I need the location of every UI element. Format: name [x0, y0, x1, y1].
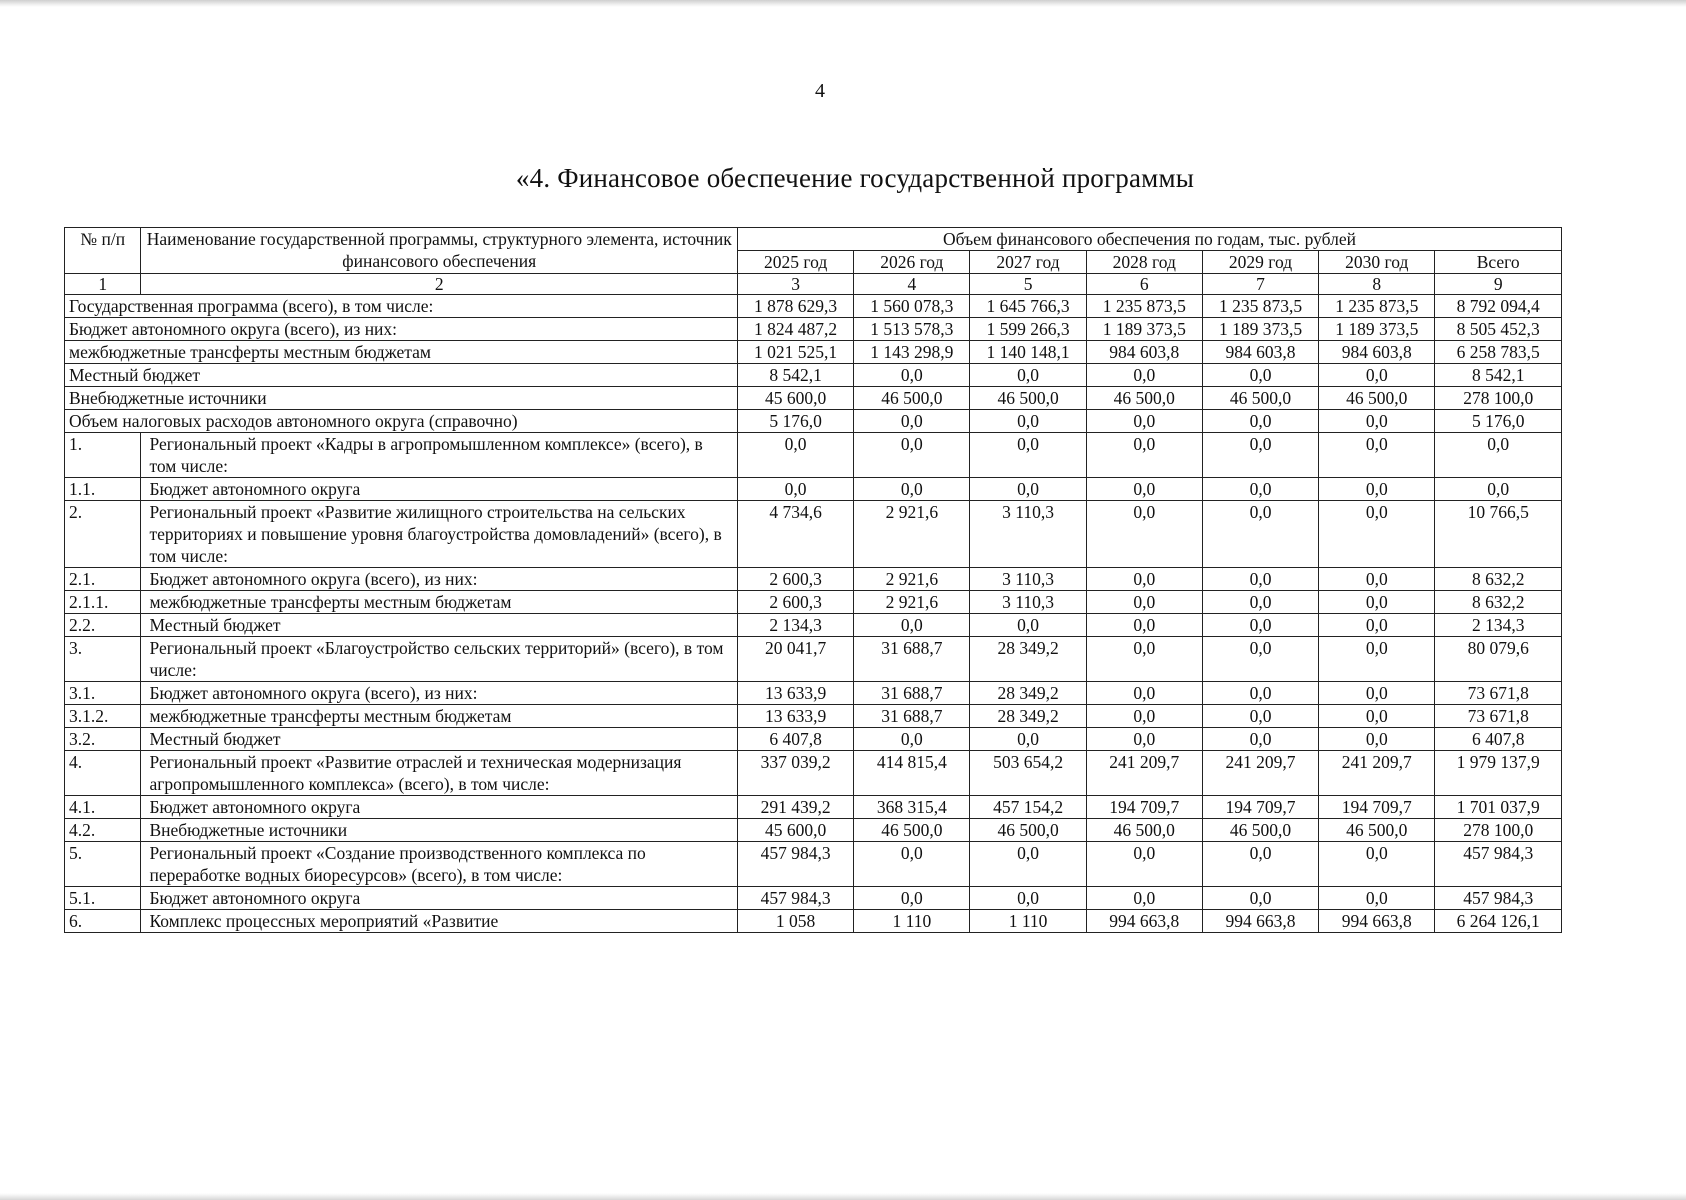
table-row: [65, 842, 1562, 887]
row-value: 503 654,2: [970, 751, 1086, 796]
row-value: 0,0: [1202, 614, 1318, 637]
row-value: 13 633,9: [737, 682, 853, 705]
row-total: 8 632,2: [1435, 568, 1562, 591]
row-value: 2 600,3: [737, 568, 853, 591]
table-row: [65, 410, 1562, 433]
row-value: 0,0: [1086, 410, 1202, 433]
row-value: 20 041,7: [737, 637, 853, 682]
row-name: Внебюджетные источники: [65, 387, 738, 410]
row-value: 2 600,3: [737, 591, 853, 614]
row-value: 2 134,3: [737, 614, 853, 637]
row-value: 1 513 578,3: [854, 318, 970, 341]
row-value: 0,0: [737, 433, 853, 478]
row-total: 278 100,0: [1435, 819, 1562, 842]
row-name: Государственная программа (всего), в том числе:: [65, 295, 738, 318]
row-value: 0,0: [1319, 705, 1435, 728]
row-value: 0,0: [970, 728, 1086, 751]
row-value: 0,0: [1202, 501, 1318, 568]
row-value: 368 315,4: [854, 796, 970, 819]
header-year: 2026 год: [854, 251, 970, 274]
header-total: Всего: [1435, 251, 1562, 274]
row-value: 0,0: [1202, 728, 1318, 751]
row-value: 46 500,0: [1202, 387, 1318, 410]
header-col-volume: Объем финансового обеспечения по годам, тыс. рублей: [737, 228, 1561, 251]
row-value: 194 709,7: [1202, 796, 1318, 819]
table-row: [65, 614, 1562, 637]
row-name: межбюджетные трансферты местным бюджетам: [141, 591, 738, 614]
financing-table: [64, 227, 1562, 933]
row-number: 4.2.: [65, 819, 141, 842]
row-value: 45 600,0: [737, 387, 853, 410]
table-row: [65, 501, 1562, 568]
table-row: [65, 682, 1562, 705]
row-value: 194 709,7: [1086, 796, 1202, 819]
row-total: 8 792 094,4: [1435, 295, 1562, 318]
row-value: 2 921,6: [854, 591, 970, 614]
column-number: 1: [65, 274, 141, 295]
row-number: 1.1.: [65, 478, 141, 501]
row-value: 0,0: [1319, 568, 1435, 591]
row-value: 46 500,0: [970, 819, 1086, 842]
row-value: 1 189 373,5: [1086, 318, 1202, 341]
row-name: Бюджет автономного округа (всего), из них:: [65, 318, 738, 341]
row-name: Местный бюджет: [65, 364, 738, 387]
row-value: 46 500,0: [1319, 387, 1435, 410]
column-number: 6: [1086, 274, 1202, 295]
row-value: 0,0: [970, 842, 1086, 887]
row-value: 0,0: [1319, 637, 1435, 682]
row-total: 6 258 783,5: [1435, 341, 1562, 364]
row-number: 2.1.1.: [65, 591, 141, 614]
row-value: 0,0: [1319, 887, 1435, 910]
row-name: Внебюджетные источники: [141, 819, 738, 842]
row-number: 3.: [65, 637, 141, 682]
row-number: 2.2.: [65, 614, 141, 637]
row-value: 241 209,7: [1319, 751, 1435, 796]
row-value: 0,0: [1202, 682, 1318, 705]
row-value: 31 688,7: [854, 705, 970, 728]
table-row: [65, 910, 1562, 933]
row-value: 0,0: [737, 478, 853, 501]
row-name: Бюджет автономного округа (всего), из них:: [141, 568, 738, 591]
row-value: 28 349,2: [970, 705, 1086, 728]
table-row: [65, 591, 1562, 614]
row-value: 194 709,7: [1319, 796, 1435, 819]
row-value: 46 500,0: [1086, 387, 1202, 410]
row-value: 0,0: [854, 478, 970, 501]
scan-edge-bottom: [0, 1193, 1686, 1200]
row-value: 984 603,8: [1086, 341, 1202, 364]
row-value: 28 349,2: [970, 682, 1086, 705]
row-total: 73 671,8: [1435, 682, 1562, 705]
row-value: 0,0: [1202, 842, 1318, 887]
row-name: Региональный проект «Создание производственного комплекса по переработке водных биоресурсов» (всего), в том числе:: [141, 842, 738, 887]
row-value: 3 110,3: [970, 501, 1086, 568]
row-value: 0,0: [854, 887, 970, 910]
row-number: 5.: [65, 842, 141, 887]
row-value: 984 603,8: [1202, 341, 1318, 364]
row-value: 0,0: [1086, 501, 1202, 568]
header-year: 2027 год: [970, 251, 1086, 274]
row-value: 0,0: [854, 728, 970, 751]
row-value: 241 209,7: [1202, 751, 1318, 796]
row-value: 1 560 078,3: [854, 295, 970, 318]
row-value: 0,0: [1086, 364, 1202, 387]
row-value: 45 600,0: [737, 819, 853, 842]
row-value: 0,0: [1086, 478, 1202, 501]
row-total: 6 407,8: [1435, 728, 1562, 751]
column-number: 8: [1319, 274, 1435, 295]
row-value: 0,0: [854, 614, 970, 637]
row-value: 457 154,2: [970, 796, 1086, 819]
row-total: 8 505 452,3: [1435, 318, 1562, 341]
row-value: 0,0: [1319, 614, 1435, 637]
row-value: 31 688,7: [854, 637, 970, 682]
row-total: 8 542,1: [1435, 364, 1562, 387]
row-name: Бюджет автономного округа: [141, 478, 738, 501]
row-value: 0,0: [854, 842, 970, 887]
column-number: 4: [854, 274, 970, 295]
row-value: 0,0: [1202, 705, 1318, 728]
column-number: 3: [737, 274, 853, 295]
row-total: 457 984,3: [1435, 842, 1562, 887]
row-total: 1 701 037,9: [1435, 796, 1562, 819]
row-value: 0,0: [1202, 433, 1318, 478]
row-value: 1 021 525,1: [737, 341, 853, 364]
row-name: Региональный проект «Кадры в агропромышленном комплексе» (всего), в том числе:: [141, 433, 738, 478]
column-number: 9: [1435, 274, 1562, 295]
row-name: межбюджетные трансферты местным бюджетам: [141, 705, 738, 728]
row-value: 46 500,0: [854, 819, 970, 842]
row-value: 0,0: [1202, 591, 1318, 614]
row-value: 0,0: [970, 410, 1086, 433]
row-value: 291 439,2: [737, 796, 853, 819]
row-value: 0,0: [1319, 478, 1435, 501]
row-value: 0,0: [1319, 501, 1435, 568]
row-total: 73 671,8: [1435, 705, 1562, 728]
row-value: 6 407,8: [737, 728, 853, 751]
row-value: 1 110: [970, 910, 1086, 933]
row-number: 3.2.: [65, 728, 141, 751]
row-total: 8 632,2: [1435, 591, 1562, 614]
row-value: 1 110: [854, 910, 970, 933]
row-value: 457 984,3: [737, 887, 853, 910]
header-year: 2025 год: [737, 251, 853, 274]
row-value: 3 110,3: [970, 568, 1086, 591]
row-value: 1 235 873,5: [1319, 295, 1435, 318]
row-value: 1 599 266,3: [970, 318, 1086, 341]
header-col-name: Наименование государственной программы, структурного элемента, источник финансового обеспечения: [141, 228, 738, 274]
table-row: [65, 887, 1562, 910]
row-name: Региональный проект «Благоустройство сельских территорий» (всего), в том числе:: [141, 637, 738, 682]
row-value: 1 878 629,3: [737, 295, 853, 318]
row-number: 2.: [65, 501, 141, 568]
row-name: Местный бюджет: [141, 614, 738, 637]
table-row: [65, 387, 1562, 410]
row-value: 0,0: [970, 364, 1086, 387]
row-value: 994 663,8: [1319, 910, 1435, 933]
row-total: 1 979 137,9: [1435, 751, 1562, 796]
row-value: 1 058: [737, 910, 853, 933]
row-value: 8 542,1: [737, 364, 853, 387]
header-year: 2029 год: [1202, 251, 1318, 274]
table-row: [65, 705, 1562, 728]
header-year: 2028 год: [1086, 251, 1202, 274]
row-number: 4.1.: [65, 796, 141, 819]
row-number: 2.1.: [65, 568, 141, 591]
row-value: 46 500,0: [1086, 819, 1202, 842]
row-value: 31 688,7: [854, 682, 970, 705]
row-number: 6.: [65, 910, 141, 933]
row-name: Региональный проект «Развитие жилищного строительства на сельских территориях и повышение уровня благоустройства домовладений» (всего), в том числе:: [141, 501, 738, 568]
table-row: [65, 751, 1562, 796]
row-value: 0,0: [1202, 887, 1318, 910]
row-value: 0,0: [1086, 842, 1202, 887]
header-col-no: № п/п: [65, 228, 141, 274]
row-value: 0,0: [854, 433, 970, 478]
scan-edge-top: [0, 0, 1686, 7]
row-value: 1 645 766,3: [970, 295, 1086, 318]
row-value: 1 140 148,1: [970, 341, 1086, 364]
row-value: 0,0: [1202, 364, 1318, 387]
row-value: 5 176,0: [737, 410, 853, 433]
row-total: 10 766,5: [1435, 501, 1562, 568]
row-number: 4.: [65, 751, 141, 796]
header-year: 2030 год: [1319, 251, 1435, 274]
table-row: [65, 637, 1562, 682]
row-total: 5 176,0: [1435, 410, 1562, 433]
row-number: 3.1.2.: [65, 705, 141, 728]
header-row-1: [65, 228, 1562, 251]
row-value: 0,0: [1086, 637, 1202, 682]
table-row: [65, 728, 1562, 751]
row-value: 0,0: [970, 478, 1086, 501]
row-name: Объем налоговых расходов автономного округа (справочно): [65, 410, 738, 433]
row-value: 0,0: [970, 887, 1086, 910]
row-value: 994 663,8: [1202, 910, 1318, 933]
row-value: 0,0: [1202, 410, 1318, 433]
row-total: 0,0: [1435, 478, 1562, 501]
row-value: 1 143 298,9: [854, 341, 970, 364]
column-number: 5: [970, 274, 1086, 295]
row-value: 0,0: [970, 433, 1086, 478]
table-row: [65, 341, 1562, 364]
row-value: 0,0: [1202, 637, 1318, 682]
table-row: [65, 295, 1562, 318]
row-value: 0,0: [970, 614, 1086, 637]
row-value: 0,0: [1319, 728, 1435, 751]
row-total: 278 100,0: [1435, 387, 1562, 410]
row-value: 0,0: [1319, 364, 1435, 387]
header-row-numbers: [65, 274, 1562, 295]
row-value: 0,0: [1086, 728, 1202, 751]
table-row: [65, 478, 1562, 501]
row-value: 13 633,9: [737, 705, 853, 728]
row-total: 80 079,6: [1435, 637, 1562, 682]
column-number: 2: [141, 274, 738, 295]
row-value: 46 500,0: [1319, 819, 1435, 842]
page-number: 4: [815, 80, 825, 102]
row-value: 0,0: [1319, 433, 1435, 478]
row-value: 0,0: [1086, 591, 1202, 614]
row-value: 0,0: [1086, 887, 1202, 910]
row-total: 2 134,3: [1435, 614, 1562, 637]
row-value: 0,0: [1319, 410, 1435, 433]
row-total: 457 984,3: [1435, 887, 1562, 910]
row-value: 2 921,6: [854, 568, 970, 591]
row-value: 0,0: [1086, 614, 1202, 637]
row-value: 1 824 487,2: [737, 318, 853, 341]
row-number: 1.: [65, 433, 141, 478]
row-value: 0,0: [854, 410, 970, 433]
row-value: 994 663,8: [1086, 910, 1202, 933]
row-value: 46 500,0: [970, 387, 1086, 410]
table-row: [65, 318, 1562, 341]
row-value: 0,0: [1202, 478, 1318, 501]
row-total: 6 264 126,1: [1435, 910, 1562, 933]
row-value: 241 209,7: [1086, 751, 1202, 796]
row-value: 2 921,6: [854, 501, 970, 568]
table-row: [65, 433, 1562, 478]
column-number: 7: [1202, 274, 1318, 295]
row-value: 1 235 873,5: [1086, 295, 1202, 318]
row-value: 0,0: [1202, 568, 1318, 591]
row-value: 46 500,0: [1202, 819, 1318, 842]
row-value: 414 815,4: [854, 751, 970, 796]
row-name: Региональный проект «Развитие отраслей и техническая модернизация агропромышленного комплекса» (всего), в том числе:: [141, 751, 738, 796]
page-title: «4. Финансовое обеспечение государственной программы: [515, 163, 1195, 193]
row-value: 984 603,8: [1319, 341, 1435, 364]
row-number: 3.1.: [65, 682, 141, 705]
row-value: 457 984,3: [737, 842, 853, 887]
row-value: 1 189 373,5: [1319, 318, 1435, 341]
row-number: 5.1.: [65, 887, 141, 910]
row-value: 4 734,6: [737, 501, 853, 568]
row-value: 46 500,0: [854, 387, 970, 410]
row-value: 0,0: [854, 364, 970, 387]
row-value: 0,0: [1086, 568, 1202, 591]
table-row: [65, 568, 1562, 591]
row-value: 0,0: [1086, 705, 1202, 728]
row-value: 1 235 873,5: [1202, 295, 1318, 318]
row-name: Бюджет автономного округа (всего), из них:: [141, 682, 738, 705]
row-name: Бюджет автономного округа: [141, 887, 738, 910]
row-name: Бюджет автономного округа: [141, 796, 738, 819]
row-value: 0,0: [1086, 433, 1202, 478]
row-value: 0,0: [1319, 591, 1435, 614]
row-value: 337 039,2: [737, 751, 853, 796]
row-name: межбюджетные трансферты местным бюджетам: [65, 341, 738, 364]
row-value: 1 189 373,5: [1202, 318, 1318, 341]
row-value: 3 110,3: [970, 591, 1086, 614]
table-body: [65, 228, 1562, 933]
row-name: Местный бюджет: [141, 728, 738, 751]
row-value: 0,0: [1319, 842, 1435, 887]
row-value: 0,0: [1319, 682, 1435, 705]
row-value: 28 349,2: [970, 637, 1086, 682]
table-row: [65, 796, 1562, 819]
row-name: Комплекс процессных мероприятий «Развитие: [141, 910, 738, 933]
table-row: [65, 364, 1562, 387]
row-total: 0,0: [1435, 433, 1562, 478]
row-value: 0,0: [1086, 682, 1202, 705]
table-row: [65, 819, 1562, 842]
